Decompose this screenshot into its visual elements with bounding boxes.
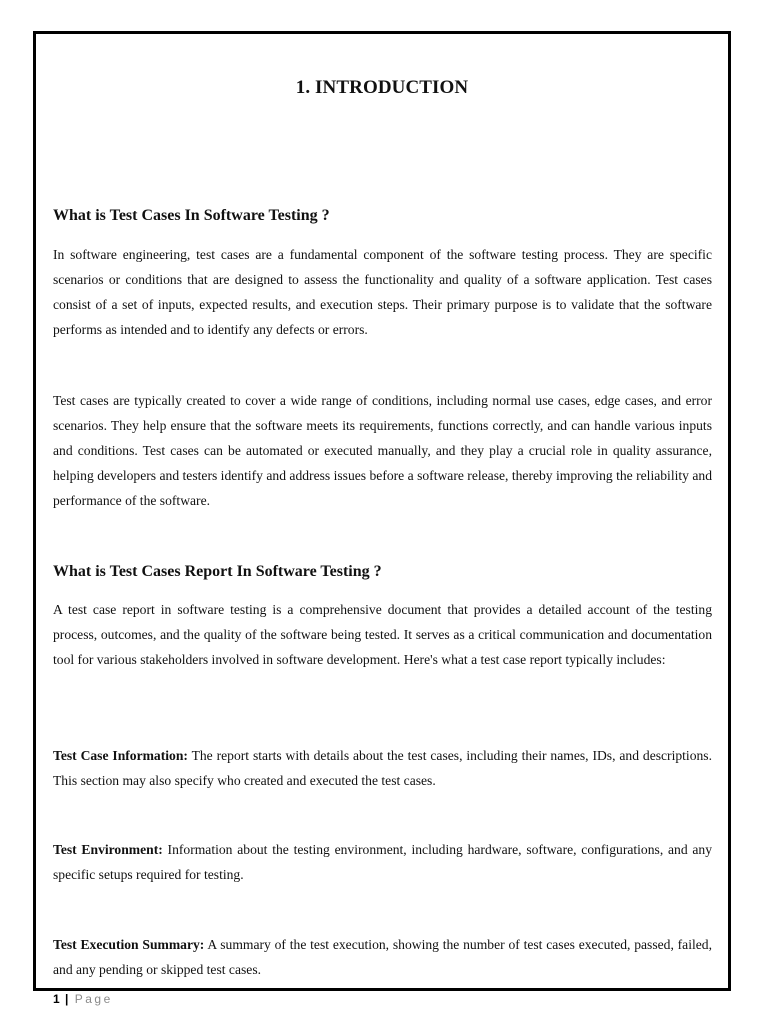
item-text: A summary of the test execution, showing the number of test cases executed, passed, failed, and any pending or skipped test cases.	[53, 937, 712, 977]
page-title: 1. INTRODUCTION	[295, 77, 469, 98]
list-item-test-execution-summary	[53, 932, 712, 982]
footer-separator: |	[65, 992, 69, 1006]
page-number: 1	[53, 992, 60, 1006]
paragraph-test-cases-coverage: Test cases are typically created to cover a wide range of conditions, including normal use cases, edge cases, and error scenarios. They help ensure that the software meets its requirements, functions correctly, and can handle various inputs and conditions. Test cases can be automated or executed manually, and they play a crucial role in quality assurance, helping developers and testers identify and address issues before a software release, thereby improving the reliability and performance of the software.	[53, 393, 712, 508]
item-term: Test Case Information:	[53, 748, 188, 763]
section-heading-test-cases: What is Test Cases In Software Testing ?	[53, 207, 330, 224]
paragraph-test-cases-definition: In software engineering, test cases are a fundamental component of the software testing process. They are specific scenarios or conditions that are designed to assess the functionality and quality of a software application. Test cases consist of a set of inputs, expected results, and execution steps. Their primary purpose is to validate that the software performs as intended and to identify any defects or errors.	[53, 247, 712, 337]
item-text: Information about the testing environment, including hardware, software, configurations, and any specific setups required for testing.	[53, 842, 713, 882]
item-term: Test Environment:	[53, 842, 163, 857]
page-footer	[53, 992, 113, 1006]
item-text: The report starts with details about the test cases, including their names, IDs, and descriptions. This section may also specify who created and executed the test cases.	[53, 748, 712, 788]
list-item-test-case-information	[53, 743, 712, 793]
list-item-test-environment	[53, 837, 712, 887]
section-heading-test-case-report: What is Test Cases Report In Software Testing ?	[53, 563, 382, 580]
paragraph-test-case-report: A test case report in software testing is a comprehensive document that provides a detailed account of the testing process, outcomes, and the quality of the software being tested. It serves as a critical communication and documentation tool for various stakeholders involved in software development. Here's what a test case report typically includes:	[53, 602, 712, 667]
item-term: Test Execution Summary:	[53, 937, 205, 952]
page-label: Page	[74, 992, 113, 1006]
